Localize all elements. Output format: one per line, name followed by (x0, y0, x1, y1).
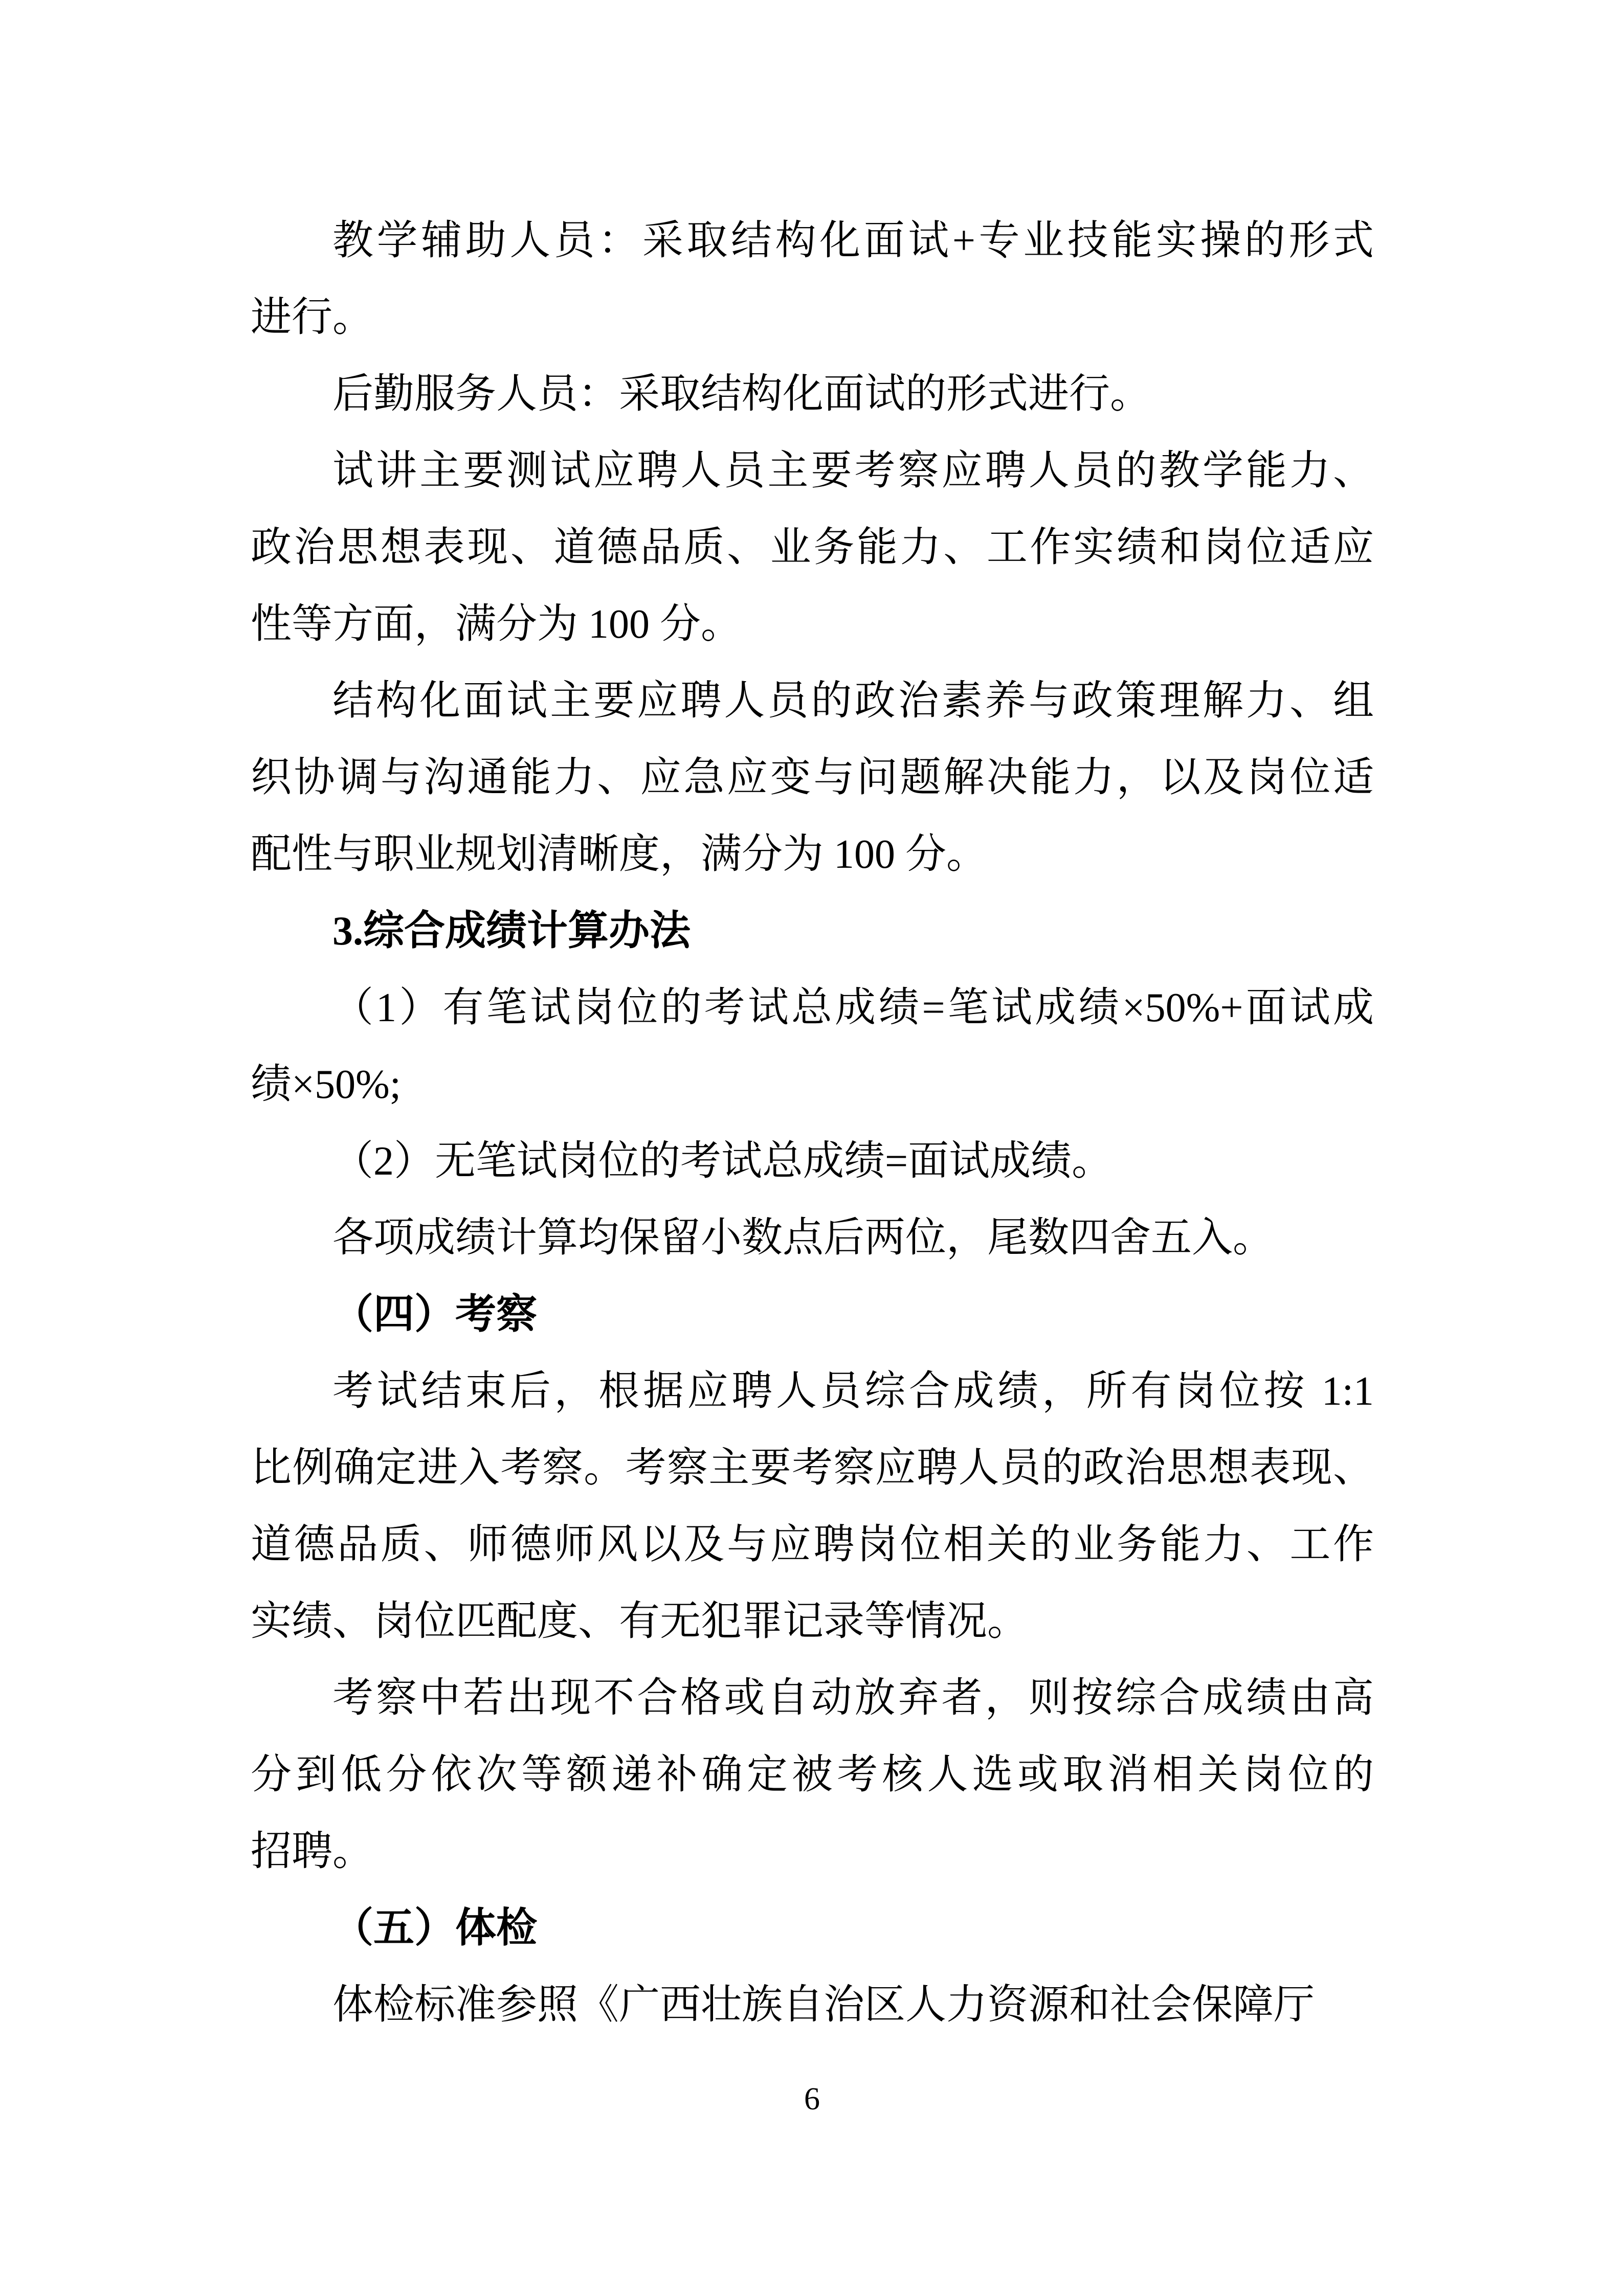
text-line: 招聘。 (251, 1829, 373, 1874)
text-line: 性等方面，满分为 100 分。 (251, 602, 742, 647)
paragraph (251, 1123, 1374, 1200)
text-line: 体检标准参照《广西壮族自治区人力资源和社会保障厅 (332, 1983, 1315, 2028)
text-line: 比例确定进入考察。考察主要考察应聘人员的政治思想表现、 (251, 1446, 1374, 1491)
text-line: 3.综合成绩计算办法 (332, 909, 691, 954)
text-line: 织协调与沟通能力、应急应变与问题解决能力，以及岗位适 (251, 755, 1374, 800)
text-line: （1）有笔试岗位的考试总成绩=笔试成绩×50%+面试成 (332, 985, 1374, 1030)
page-footer (0, 2066, 1624, 2132)
page-number: 6 (804, 2082, 820, 2117)
text-line: 实绩、岗位匹配度、有无犯罪记录等情况。 (251, 1599, 1028, 1644)
text-line: 各项成绩计算均保留小数点后两位，尾数四舍五入。 (332, 1215, 1274, 1260)
paragraph (251, 970, 1374, 1123)
paragraph (251, 663, 1374, 893)
paragraph (251, 1890, 1374, 1967)
text-line: （2）无笔试岗位的考试总成绩=面试成绩。 (332, 1139, 1113, 1184)
text-line: 配性与职业规划清晰度，满分为 100 分。 (251, 832, 987, 877)
text-line: 进行。 (251, 295, 373, 340)
text-line: 考试结束后，根据应聘人员综合成绩，所有岗位按 1:1 (332, 1369, 1374, 1414)
paragraph (251, 1660, 1374, 1890)
text-line: 结构化面试主要应聘人员的政治素养与政策理解力、组 (332, 679, 1374, 724)
text-line: 道德品质、师德师风以及与应聘岗位相关的业务能力、工作 (251, 1522, 1374, 1567)
paragraph (251, 893, 1374, 970)
text-line: 试讲主要测试应聘人员主要考察应聘人员的教学能力、 (332, 448, 1374, 493)
paragraph (251, 433, 1374, 663)
text-line: 后勤服务人员：采取结构化面试的形式进行。 (332, 372, 1151, 417)
paragraph (251, 1967, 1374, 2043)
paragraph (251, 1276, 1374, 1353)
paragraph (251, 1200, 1374, 1276)
paragraph (251, 202, 1374, 356)
text-line: 绩×50%; (251, 1062, 401, 1107)
paragraph (251, 356, 1374, 433)
text-line: （四）考察 (332, 1292, 537, 1337)
paragraph (251, 1353, 1374, 1660)
document-body (251, 202, 1374, 2043)
text-line: 政治思想表现、道德品质、业务能力、工作实绩和岗位适应 (251, 525, 1374, 570)
text-line: 考察中若出现不合格或自动放弃者，则按综合成绩由高 (332, 1676, 1374, 1721)
text-line: （五）体检 (332, 1906, 537, 1951)
text-line: 教学辅助人员：采取结构化面试+专业技能实操的形式 (332, 218, 1374, 263)
text-line: 分到低分依次等额递补确定被考核人选或取消相关岗位的 (251, 1752, 1374, 1797)
